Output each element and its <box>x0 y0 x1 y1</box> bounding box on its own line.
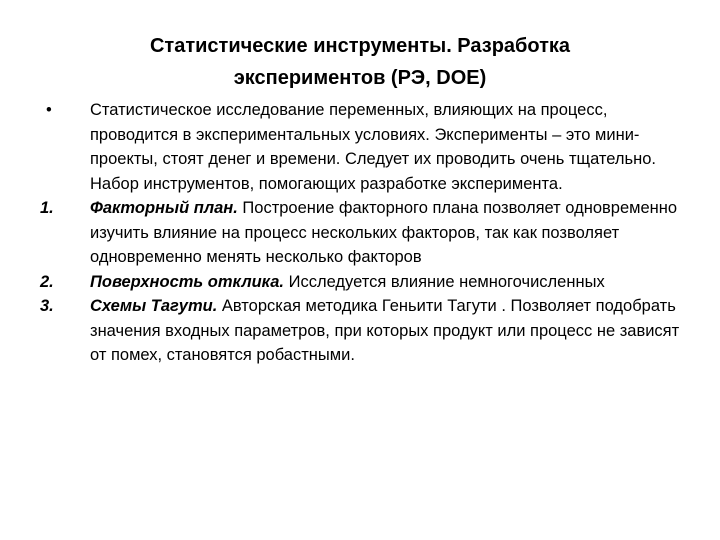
list-item-text <box>90 196 690 270</box>
list-item-text <box>90 270 690 295</box>
item-lead: Факторный план. <box>90 199 238 217</box>
list-item-response-surface <box>40 270 690 295</box>
slide-title <box>60 30 660 94</box>
list-item-taguchi <box>40 294 690 368</box>
list-number: 2. <box>40 272 54 291</box>
list-item-intro <box>40 98 690 196</box>
bullet-marker: • <box>46 101 52 119</box>
list-number: 1. <box>40 199 54 217</box>
list-number: 3. <box>40 297 54 315</box>
list-item-text <box>90 294 690 368</box>
item-lead: Схемы Тагути. <box>90 297 218 315</box>
item-lead: Поверхность отклика. <box>90 272 284 291</box>
slide-title-line-2: экспериментов (РЭ, DOE) <box>233 67 487 89</box>
slide-title-line-1: Статистические инструменты. Разработка <box>149 35 571 57</box>
intro-text: Статистическое исследование переменных, влияющих на процесс, проводится в экспериментальных условиях. Эксперименты – это мини-проекты, стоят денег и времени. Следует их проводить очень тщательно. Набор инструментов, помогающих разработке эксперимента. <box>90 101 657 193</box>
item-description: Исследуется влияние немногочисленных <box>284 272 605 291</box>
slide-body <box>40 98 690 368</box>
item-description: Построение факторного плана позволяет одновременно изучить влияние на процесс нескольких факторов, так как позволяет одновременно менять несколько факторов <box>90 199 678 266</box>
list-item-factorial-plan <box>40 196 690 270</box>
list-item-text <box>90 98 690 196</box>
item-description: Авторская методика Геньити Тагути . Позволяет подобрать значения входных параметров, при которых продукт или процесс не зависят от помех, становятся робастными. <box>90 297 680 364</box>
